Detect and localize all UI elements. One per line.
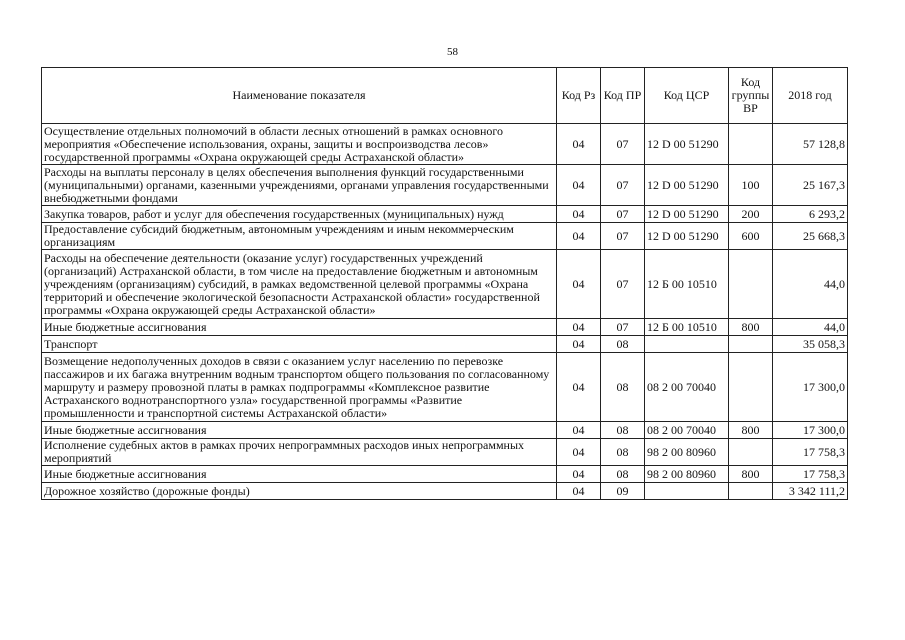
row-csr: 98 2 00 80960: [645, 466, 729, 483]
row-csr: 12 Б 00 10510: [645, 250, 729, 319]
row-csr: 12 D 00 51290: [645, 206, 729, 223]
row-csr: [645, 336, 729, 353]
row-vr: [729, 250, 773, 319]
row-amount: 17 300,0: [773, 353, 848, 422]
table-row: [42, 124, 848, 165]
table-row: [42, 165, 848, 206]
row-amount: 6 293,2: [773, 206, 848, 223]
row-vr: [729, 124, 773, 165]
table-row: [42, 319, 848, 336]
row-amount: 44,0: [773, 250, 848, 319]
row-rz: 04: [557, 353, 601, 422]
row-amount: 25 167,3: [773, 165, 848, 206]
row-amount: 35 058,3: [773, 336, 848, 353]
row-amount: 17 300,0: [773, 422, 848, 439]
row-vr: 800: [729, 319, 773, 336]
header-pr: Код ПР: [601, 68, 645, 124]
row-pr: 07: [601, 124, 645, 165]
row-pr: 08: [601, 466, 645, 483]
row-name: Предоставление субсидий бюджетным, автономным учреждениям и иным некоммерческим организациям: [42, 223, 557, 250]
row-vr: [729, 439, 773, 466]
table-row: [42, 353, 848, 422]
row-rz: 04: [557, 483, 601, 500]
row-name: Расходы на обеспечение деятельности (оказание услуг) государственных учреждений (организаций) Астраханской области, в том числе на предоставление бюджетным и автономным учреждениям (организациям) субсидий, в рамках ведомственной целевой программы «Охрана территорий и обеспечение экологической безопасности Астраханской области» государственной программы «Охрана окружающей среды Астраханской области»: [42, 250, 557, 319]
row-rz: 04: [557, 165, 601, 206]
row-vr: 600: [729, 223, 773, 250]
row-name: Расходы на выплаты персоналу в целях обеспечения выполнения функций государственными (муниципальными) органами, казенными учреждениями, органами управления государственными внебюджетными фондами: [42, 165, 557, 206]
header-csr: Код ЦСР: [645, 68, 729, 124]
table-row: [42, 206, 848, 223]
page-number: 58: [447, 46, 458, 58]
row-csr: 08 2 00 70040: [645, 422, 729, 439]
header-name: Наименование показателя: [42, 68, 557, 124]
row-csr: 12 D 00 51290: [645, 165, 729, 206]
row-amount: 3 342 111,2: [773, 483, 848, 500]
row-rz: 04: [557, 206, 601, 223]
row-csr: 98 2 00 80960: [645, 439, 729, 466]
row-rz: 04: [557, 336, 601, 353]
header-rz: Код Рз: [557, 68, 601, 124]
table-row: [42, 422, 848, 439]
row-rz: 04: [557, 422, 601, 439]
row-name: Закупка товаров, работ и услуг для обеспечения государственных (муниципальных) нужд: [42, 206, 557, 223]
row-pr: 07: [601, 250, 645, 319]
row-name: Возмещение недополученных доходов в связи с оказанием услуг населению по перевозке пассажиров и их багажа внутренним водным транспортом общего пользования по согласованному маршруту и размеру провозной платы в рамках подпрограммы «Комплексное развитие Астраханского воднотранспортного узла» государственной программы «Развитие промышленности и транспортной системы Астраханской области»: [42, 353, 557, 422]
row-name: Транспорт: [42, 336, 557, 353]
row-name: Осуществление отдельных полномочий в области лесных отношений в рамках основного мероприятия «Обеспечение использования, охраны, защиты и воспроизводства лесов» государственной программы «Охрана окружающей среды Астраханской области»: [42, 124, 557, 165]
row-pr: 07: [601, 319, 645, 336]
row-vr: 100: [729, 165, 773, 206]
header-vr: Код группы ВР: [729, 68, 773, 124]
row-pr: 08: [601, 336, 645, 353]
row-pr: 09: [601, 483, 645, 500]
row-amount: 17 758,3: [773, 466, 848, 483]
row-vr: 800: [729, 466, 773, 483]
table-row: [42, 466, 848, 483]
row-rz: 04: [557, 466, 601, 483]
row-rz: 04: [557, 319, 601, 336]
row-pr: 08: [601, 422, 645, 439]
row-amount: 57 128,8: [773, 124, 848, 165]
table-row: [42, 483, 848, 500]
row-vr: 800: [729, 422, 773, 439]
table-row: [42, 250, 848, 319]
row-amount: 44,0: [773, 319, 848, 336]
row-csr: 12 D 00 51290: [645, 124, 729, 165]
row-name: Иные бюджетные ассигнования: [42, 319, 557, 336]
row-vr: 200: [729, 206, 773, 223]
row-vr: [729, 336, 773, 353]
row-vr: [729, 483, 773, 500]
row-pr: 07: [601, 223, 645, 250]
row-vr: [729, 353, 773, 422]
row-rz: 04: [557, 124, 601, 165]
row-pr: 07: [601, 206, 645, 223]
row-pr: 08: [601, 439, 645, 466]
row-csr: 12 Б 00 10510: [645, 319, 729, 336]
row-name: Иные бюджетные ассигнования: [42, 422, 557, 439]
row-amount: 25 668,3: [773, 223, 848, 250]
table-row: [42, 439, 848, 466]
row-name: Исполнение судебных актов в рамках прочих непрограммных расходов иных непрограммных мероприятий: [42, 439, 557, 466]
row-name: Дорожное хозяйство (дорожные фонды): [42, 483, 557, 500]
table-header-row: [42, 68, 848, 124]
budget-table: [41, 67, 848, 500]
row-pr: 08: [601, 353, 645, 422]
row-rz: 04: [557, 250, 601, 319]
row-pr: 07: [601, 165, 645, 206]
table-row: [42, 223, 848, 250]
row-name: Иные бюджетные ассигнования: [42, 466, 557, 483]
row-csr: 12 D 00 51290: [645, 223, 729, 250]
row-rz: 04: [557, 439, 601, 466]
row-csr: [645, 483, 729, 500]
row-rz: 04: [557, 223, 601, 250]
row-amount: 17 758,3: [773, 439, 848, 466]
header-year: 2018 год: [773, 68, 848, 124]
table-row: [42, 336, 848, 353]
row-csr: 08 2 00 70040: [645, 353, 729, 422]
